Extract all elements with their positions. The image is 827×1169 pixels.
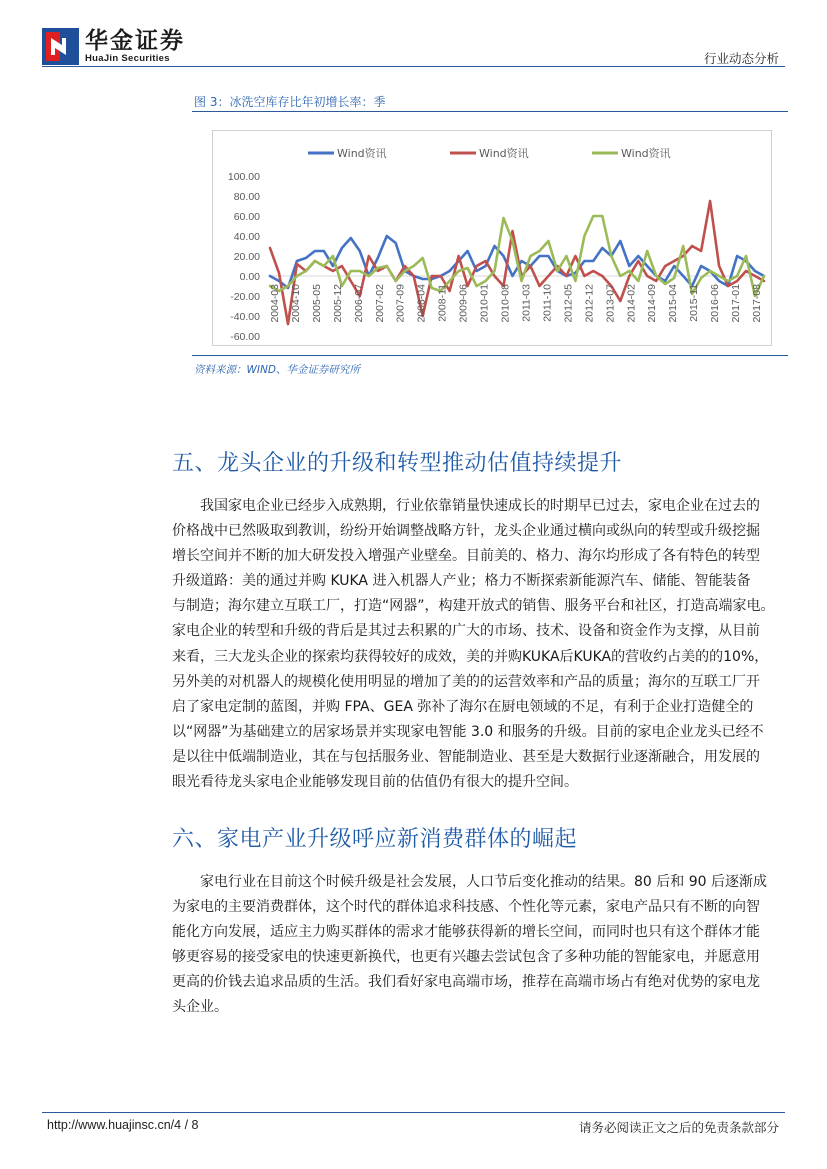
x-tick-label: 2010-01 bbox=[478, 284, 491, 323]
legend-label-3: Wind资讯 bbox=[621, 147, 671, 160]
y-tick-label: 100.00 bbox=[227, 171, 260, 183]
x-tick-label: 2010-08 bbox=[499, 284, 512, 323]
paragraph-line: 价格战中已然吸取到教训，纷纷开始调整战略方针，龙头企业通过横向或纵向的转型或升级挖掘 bbox=[172, 523, 760, 540]
y-tick-label: -20.00 bbox=[230, 291, 260, 303]
y-tick-label: -60.00 bbox=[230, 331, 260, 343]
x-tick-label: 2009-06 bbox=[457, 284, 470, 323]
paragraph-line: 家电企业的转型和升级的背后是其过去积累的广大的市场、技术、设备和资金作为支撑，从目前 bbox=[172, 623, 760, 640]
legend-label-1: Wind资讯 bbox=[337, 147, 387, 160]
x-tick-label: 2013-07 bbox=[604, 284, 617, 323]
x-tick-label: 2007-09 bbox=[394, 284, 407, 323]
line-chart bbox=[212, 130, 772, 346]
figure-source: 资料来源：WIND、华金证券研究所 bbox=[194, 364, 360, 376]
figure-top-divider bbox=[192, 111, 788, 112]
paragraph-line: 来看，三大龙头企业的探索均获得较好的成效，美的并购KUKA后KUKA的营收约占美的的10%， bbox=[172, 648, 769, 665]
footer-disclaimer: 请务必阅读正文之后的免责条款部分 bbox=[578, 1120, 779, 1135]
huajin-logo-icon bbox=[42, 28, 79, 65]
x-tick-label: 2011-10 bbox=[541, 284, 554, 322]
y-tick-label: 80.00 bbox=[233, 191, 260, 203]
x-tick-label: 2008-04 bbox=[415, 284, 428, 323]
y-tick-label: 20.00 bbox=[233, 251, 260, 263]
paragraph-line: 头企业。 bbox=[172, 999, 228, 1016]
paragraph-line: 启了家电定制的蓝图，并购 FPA、GEA 弥补了海尔在厨电领域的不足，有利于企业打造健全的 bbox=[172, 698, 754, 715]
logo-english-name: HuaJin Securities bbox=[85, 52, 170, 64]
x-tick-label: 2007-02 bbox=[373, 284, 386, 323]
section-six-body bbox=[172, 870, 782, 1021]
x-tick-label: 2011-03 bbox=[520, 284, 533, 322]
paragraph-line: 够更容易的接受家电的快速更新换代，也更有兴趣去尝试包含了多种功能的智能家电，并愿意用 bbox=[172, 949, 760, 966]
company-logo bbox=[42, 27, 185, 65]
figure-bottom-divider bbox=[192, 355, 788, 356]
x-tick-label: 2014-09 bbox=[646, 284, 659, 323]
x-tick-label: 2005-05 bbox=[310, 284, 323, 323]
x-tick-label: 2017-08 bbox=[751, 284, 763, 323]
document-type-label: 行业动态分析 bbox=[703, 51, 779, 66]
x-tick-label: 2017-01 bbox=[730, 284, 743, 323]
footer-url-page[interactable]: http://www.huajinsc.cn/4 / 8 bbox=[47, 1118, 199, 1132]
paragraph-line: 眼光看待龙头家电企业能够发现目前的估值仍有很大的提升空间。 bbox=[172, 774, 578, 791]
x-tick-label: 2015-11 bbox=[688, 284, 701, 322]
paragraph-line: 与制造；海尔建立互联工厂，打造“网器”，构建开放式的销售、服务平台和社区，打造高端家电。 bbox=[172, 598, 775, 615]
x-tick-label: 2008-11 bbox=[436, 284, 449, 322]
x-tick-label: 2005-12 bbox=[331, 284, 344, 323]
paragraph-line: 增长空间并不断的加大研发投入增强产业壁垒。目前美的、格力、海尔均形成了各有特色的转型 bbox=[172, 548, 760, 565]
paragraph-line: 更高的价钱去追求品质的生活。我们看好家电高端市场，推荐在高端市场占有绝对优势的家电龙 bbox=[172, 974, 760, 991]
paragraph-line: 为家电的主要消费群体，这个时代的群体追求科技感、个性化等元素，家电产品只有不断的向智 bbox=[172, 899, 760, 916]
paragraph-line: 另外美的对机器人的规模化使用明显的增加了美的的运营效率和产品的质量；海尔的互联工厂开 bbox=[172, 673, 760, 690]
paragraph-line: 我国家电企业已经步入成熟期，行业依靠销量快速成长的时期早已过去，家电企业在过去的 bbox=[200, 498, 760, 514]
x-tick-label: 2004-03 bbox=[269, 284, 281, 323]
x-tick-label: 2015-04 bbox=[667, 284, 680, 323]
y-tick-label: 60.00 bbox=[233, 211, 260, 223]
paragraph-line: 升级道路：美的通过并购 KUKA 进入机器人产业；格力不断探索新能源汽车、储能、智能装备 bbox=[172, 573, 751, 590]
x-tick-label: 2012-05 bbox=[562, 284, 575, 323]
y-tick-label: 40.00 bbox=[233, 231, 260, 243]
footer-divider bbox=[42, 1112, 785, 1113]
paragraph-line: 能化方向发展，适应主力购买群体的需求才能够获得新的增长空间，而同时也只有这个群体才能 bbox=[172, 924, 760, 941]
paragraph-line: 家电行业在目前这个时候升级是社会发展，人口节后变化推动的结果。80 后和 90 后逐渐成 bbox=[200, 874, 767, 890]
paragraph-line: 以“网器”为基础建立的居家场景并实现家电智能 3.0 和服务的升级。目前的家电企业龙头已经不 bbox=[172, 723, 764, 740]
paragraph-line: 是以往中低端制造业，其在与包括服务业、智能制造业、甚至是大数据行业逐渐融合，用发展的 bbox=[172, 748, 760, 765]
x-tick-label: 2006-07 bbox=[352, 284, 365, 323]
x-tick-label: 2014-02 bbox=[625, 284, 638, 323]
section-five-body bbox=[172, 494, 782, 795]
section-five-title: 五、龙头企业的升级和转型推动估值持续提升 bbox=[172, 451, 623, 476]
x-tick-label: 2004-10 bbox=[289, 284, 302, 323]
y-tick-label: -40.00 bbox=[230, 311, 260, 323]
x-tick-label: 2012-12 bbox=[583, 284, 596, 323]
y-tick-label: 0.00 bbox=[239, 271, 260, 283]
section-six-title: 六、家电产业升级呼应新消费群体的崛起 bbox=[172, 827, 578, 852]
x-tick-label: 2016-06 bbox=[709, 283, 722, 323]
legend-label-2: Wind资讯 bbox=[479, 147, 529, 160]
logo-chinese-name: 华金证券 bbox=[85, 27, 185, 54]
figure-caption: 图 3：冰洗空库存比年初增长率：季 bbox=[194, 95, 386, 109]
header-divider bbox=[42, 66, 785, 67]
